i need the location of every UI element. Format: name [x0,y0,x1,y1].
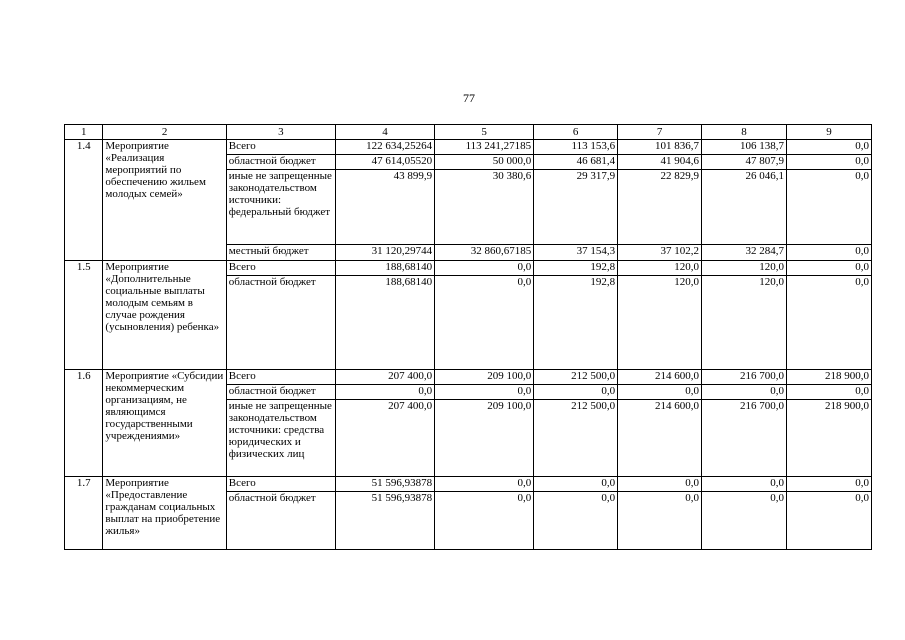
amount-cell: 37 154,3 [534,245,618,261]
amount-cell: 216 700,0 [702,370,787,385]
funding-source: областной бюджет [226,492,335,550]
amount-cell: 0,0 [435,492,534,550]
amount-cell: 113 241,27185 [435,140,534,155]
amount-cell: 212 500,0 [534,370,618,385]
amount-cell: 47 614,05520 [336,155,435,170]
amount-cell: 212 500,0 [534,400,618,477]
amount-cell: 37 102,2 [618,245,702,261]
amount-cell: 0,0 [786,276,871,370]
amount-cell: 0,0 [336,385,435,400]
section-name: Мероприятие «Предоставление гражданам социальных выплат на приобретение жилья» [103,477,226,550]
table-row [65,140,872,155]
amount-cell: 0,0 [435,477,534,492]
amount-cell: 106 138,7 [702,140,787,155]
amount-cell: 218 900,0 [786,400,871,477]
amount-cell: 0,0 [618,477,702,492]
amount-cell: 22 829,9 [618,170,702,245]
amount-cell: 192,8 [534,261,618,276]
section-number: 1.6 [65,370,103,477]
table-row [65,477,872,492]
page-number: 77 [463,91,475,105]
amount-cell: 31 120,29744 [336,245,435,261]
amount-cell: 0,0 [534,385,618,400]
amount-cell: 0,0 [786,261,871,276]
amount-cell: 0,0 [435,261,534,276]
amount-cell: 209 100,0 [435,400,534,477]
amount-cell: 0,0 [534,477,618,492]
amount-cell: 188,68140 [336,261,435,276]
amount-cell: 30 380,6 [435,170,534,245]
section-name: Мероприятие «Реализация мероприятий по обеспечению жильем молодых семей» [103,140,226,261]
funding-source: областной бюджет [226,385,335,400]
funding-source: Всего [226,370,335,385]
amount-cell: 32 284,7 [702,245,787,261]
amount-cell: 0,0 [786,155,871,170]
amount-cell: 188,68140 [336,276,435,370]
table-body [65,140,872,550]
amount-cell: 120,0 [618,276,702,370]
table-row [65,370,872,385]
amount-cell: 101 836,7 [618,140,702,155]
amount-cell: 29 317,9 [534,170,618,245]
funding-source: областной бюджет [226,155,335,170]
amount-cell: 122 634,25264 [336,140,435,155]
table-row [65,261,872,276]
funding-source: Всего [226,477,335,492]
funding-source: областной бюджет [226,276,335,370]
amount-cell: 51 596,93878 [336,477,435,492]
header-cell: 5 [435,125,534,140]
funding-source: Всего [226,140,335,155]
amount-cell: 51 596,93878 [336,492,435,550]
amount-cell: 120,0 [702,276,787,370]
amount-cell: 0,0 [786,140,871,155]
header-cell: 7 [618,125,702,140]
amount-cell: 46 681,4 [534,155,618,170]
amount-cell: 113 153,6 [534,140,618,155]
amount-cell: 0,0 [702,492,787,550]
amount-cell: 0,0 [435,385,534,400]
header-cell: 4 [336,125,435,140]
header-cell: 6 [534,125,618,140]
amount-cell: 0,0 [618,385,702,400]
section-name: Мероприятие «Дополнительные социальные выплаты молодым семьям в случае рождения (усыновления) ребенка» [103,261,226,370]
funding-source: иные не запрещенные законодательством источники: средства юридических и физических лиц [226,400,335,477]
amount-cell: 32 860,67185 [435,245,534,261]
header-cell: 8 [702,125,787,140]
section-name: Мероприятие «Субсидии некоммерческим организациям, не являющимся государственными учреждениями» [103,370,226,477]
amount-cell: 209 100,0 [435,370,534,385]
amount-cell: 0,0 [786,385,871,400]
amount-cell: 41 904,6 [618,155,702,170]
amount-cell: 0,0 [534,492,618,550]
amount-cell: 120,0 [702,261,787,276]
section-number: 1.7 [65,477,103,550]
header-cell: 1 [65,125,103,140]
amount-cell: 214 600,0 [618,400,702,477]
amount-cell: 207 400,0 [336,400,435,477]
amount-cell: 0,0 [786,477,871,492]
funding-source: местный бюджет [226,245,335,261]
table-header-row [65,125,872,140]
amount-cell: 0,0 [702,477,787,492]
amount-cell: 47 807,9 [702,155,787,170]
funding-table [64,124,872,550]
amount-cell: 0,0 [702,385,787,400]
amount-cell: 43 899,9 [336,170,435,245]
amount-cell: 218 900,0 [786,370,871,385]
amount-cell: 0,0 [786,245,871,261]
amount-cell: 0,0 [786,492,871,550]
amount-cell: 0,0 [435,276,534,370]
amount-cell: 214 600,0 [618,370,702,385]
amount-cell: 0,0 [786,170,871,245]
funding-source: Всего [226,261,335,276]
funding-source: иные не запрещенные законодательством источники: федеральный бюджет [226,170,335,245]
header-cell: 3 [226,125,335,140]
amount-cell: 207 400,0 [336,370,435,385]
header-cell: 2 [103,125,226,140]
amount-cell: 50 000,0 [435,155,534,170]
header-cell: 9 [786,125,871,140]
amount-cell: 120,0 [618,261,702,276]
section-number: 1.4 [65,140,103,261]
amount-cell: 0,0 [618,492,702,550]
amount-cell: 26 046,1 [702,170,787,245]
amount-cell: 216 700,0 [702,400,787,477]
amount-cell: 192,8 [534,276,618,370]
section-number: 1.5 [65,261,103,370]
